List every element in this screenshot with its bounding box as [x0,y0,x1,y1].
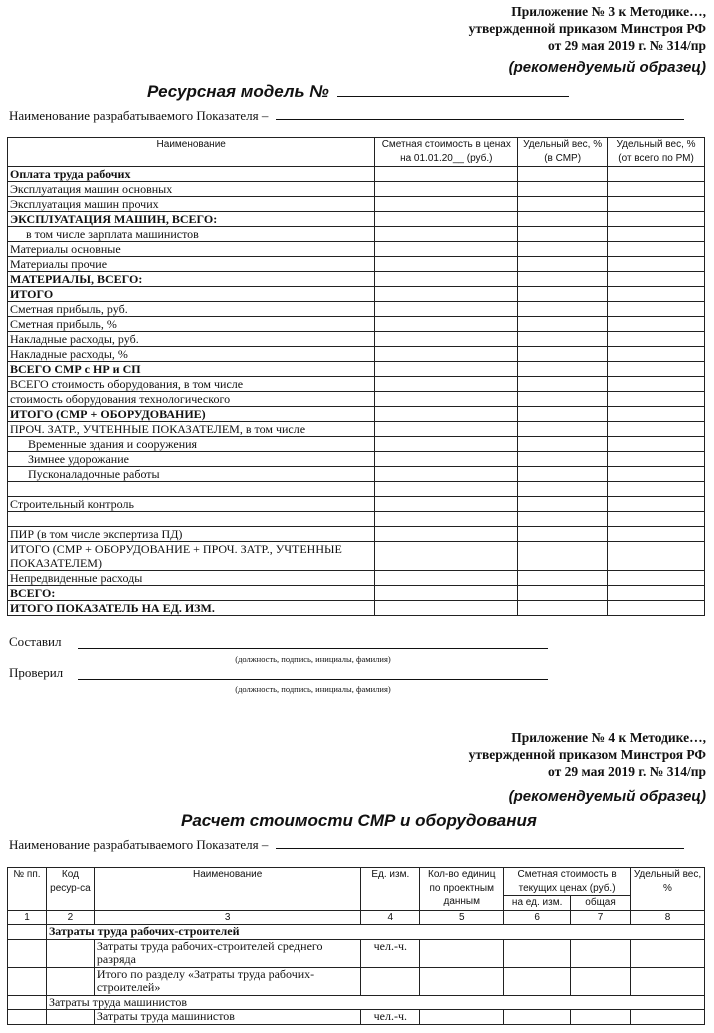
row-label: ИТОГО ПОКАЗАТЕЛЬ НА ЕД. ИЗМ. [8,601,375,616]
col-number: 4 [361,910,420,925]
table-row [8,527,705,542]
appendix3-header-line3: от 29 мая 2019 г. № 314/пр [548,38,706,53]
appendix3-indicator-label: Наименование разрабатываемого Показателя – [9,108,269,123]
col-number: 6 [504,910,571,925]
table-row [8,482,705,497]
header-cost-unit: на ед. изм. [504,896,571,911]
appendix3-indicator-row [9,107,709,124]
appendix4-indicator-label: Наименование разрабатываемого Показателя – [9,837,269,852]
appendix3-title: Ресурсная модель № [147,82,329,101]
row-label: Материалы основные [8,242,375,257]
table-row [8,407,705,422]
row-label: Временные здания и сооружения [8,437,375,452]
row-label: ВСЕГО СМР с НР и СП [8,362,375,377]
table-row [8,571,705,586]
table-row [8,167,705,182]
table-row [8,242,705,257]
table-header-row [8,138,705,167]
table-row [8,452,705,467]
section-title: Затраты труда рабочих-строителей [46,925,704,940]
table-row [8,377,705,392]
col-number: 7 [571,910,631,925]
row-label: ВСЕГО стоимость оборудования, в том числе [8,377,375,392]
table-header-row [8,868,705,896]
table-row [8,939,705,967]
row-name: Затраты труда рабочих-строителей среднего разряда [94,939,360,967]
table-row [8,332,705,347]
row-label [8,512,375,527]
col-number: 2 [46,910,94,925]
row-label: Накладные расходы, руб. [8,332,375,347]
header-weight-total: Удельный вес, % (от всего по РМ) [608,138,705,167]
row-label: Материалы прочие [8,257,375,272]
row-label: Пусконаладочные работы [8,467,375,482]
table-row [8,1010,705,1025]
row-label: ИТОГО (СМР + ОБОРУДОВАНИЕ) [8,407,375,422]
column-number-row [8,910,705,925]
table-row [8,212,705,227]
row-label: МАТЕРИАЛЫ, ВСЕГО: [8,272,375,287]
row-label: в том числе зарплата машинистов [8,227,375,242]
table-row [8,542,705,571]
col-number: 8 [631,910,705,925]
section-row [8,925,705,940]
resource-model-table [7,137,705,616]
table-row [8,497,705,512]
header-cost-total: общая [571,896,631,911]
appendix4-indicator-line[interactable] [276,836,684,849]
appendix3-header-line1: Приложение № 3 к Методике…, [511,4,706,19]
table-row [8,512,705,527]
header-qty: Кол-во единиц по проектным данным [420,868,504,911]
table-row [8,182,705,197]
section-title: Затраты труда машинистов [46,995,704,1010]
checked-by-label: Проверил [9,665,64,680]
table-row [8,586,705,601]
row-label: стоимость оборудования технологического [8,392,375,407]
cost-calculation-table [7,867,705,1025]
appendix3-title-row [147,82,577,102]
row-label [8,482,375,497]
header-code: Код ресур-са [46,868,94,911]
row-label: ЭКСПЛУАТАЦИЯ МАШИН, ВСЕГО: [8,212,375,227]
appendix4-sample-note: (рекомендуемый образец) [508,788,706,805]
table-row [8,967,705,995]
table-row [8,601,705,616]
header-name: Наименование [94,868,360,911]
compiled-by-line[interactable] [78,648,548,649]
header-num: № пп. [8,868,47,911]
table-row [8,227,705,242]
row-label: Непредвиденные расходы [8,571,375,586]
table-row [8,422,705,437]
header-unit: Ед. изм. [361,868,420,911]
row-label: Оплата труда рабочих [8,167,375,182]
col-number: 5 [420,910,504,925]
row-label: ПРОЧ. ЗАТР., УЧТЕННЫЕ ПОКАЗАТЕЛЕМ, в том числе [8,422,375,437]
table-row [8,272,705,287]
row-unit: чел.-ч. [361,939,420,967]
row-unit: чел.-ч. [361,1010,420,1025]
header-weight: Удельный вес, % [631,868,705,911]
section-row [8,995,705,1010]
table-row [8,197,705,212]
row-label: Сметная прибыль, % [8,317,375,332]
table-row [8,392,705,407]
appendix3-sample-note: (рекомендуемый образец) [508,59,706,76]
row-label: ПИР (в том числе экспертиза ПД) [8,527,375,542]
row-name: Затраты труда машинистов [94,1010,360,1025]
table-row [8,257,705,272]
header-weight-smr: Удельный вес, % (в СМР) [518,138,608,167]
appendix4-title: Расчет стоимости СМР и оборудования [181,811,537,830]
header-name: Наименование [8,138,375,167]
appendix4-header-line1: Приложение № 4 к Методике…, [511,730,706,745]
row-label: Строительный контроль [8,497,375,512]
header-cost: Сметная стоимость в текущих ценах (руб.) [504,868,631,896]
table-row [8,467,705,482]
compiled-by-label: Составил [9,634,62,649]
table-row [8,287,705,302]
appendix4-header-line3: от 29 мая 2019 г. № 314/пр [548,764,706,779]
row-label: Эксплуатация машин прочих [8,197,375,212]
appendix3-indicator-line[interactable] [276,107,684,120]
row-label: ИТОГО (СМР + ОБОРУДОВАНИЕ + ПРОЧ. ЗАТР., УЧТЕННЫЕ ПОКАЗАТЕЛЕМ) [8,542,375,571]
col-number: 1 [8,910,47,925]
table-row [8,437,705,452]
row-label: Накладные расходы, % [8,347,375,362]
table-row [8,347,705,362]
col-number: 3 [94,910,360,925]
table-row [8,317,705,332]
row-label: ИТОГО [8,287,375,302]
appendix4-header-line2: утвержденной приказом Минстроя РФ [468,747,706,762]
appendix4-header [469,729,706,780]
compiled-by-caption: (должность, подпись, инициалы, фамилия) [235,654,391,664]
table-row [8,362,705,377]
row-label: Эксплуатация машин основных [8,182,375,197]
checked-by-caption: (должность, подпись, инициалы, фамилия) [235,684,391,694]
row-label: Зимнее удорожание [8,452,375,467]
row-label: Сметная прибыль, руб. [8,302,375,317]
row-label: ВСЕГО: [8,586,375,601]
appendix4-indicator-row [9,836,709,853]
model-number-line[interactable] [337,82,569,97]
appendix3-header [469,3,706,54]
row-name: Итого по разделу «Затраты труда рабочих-строителей» [94,967,360,995]
appendix3-header-line2: утвержденной приказом Минстроя РФ [468,21,706,36]
table-row [8,302,705,317]
checked-by-line[interactable] [78,679,548,680]
header-cost: Сметная стоимость в ценах на 01.01.20__ (руб.) [375,138,518,167]
